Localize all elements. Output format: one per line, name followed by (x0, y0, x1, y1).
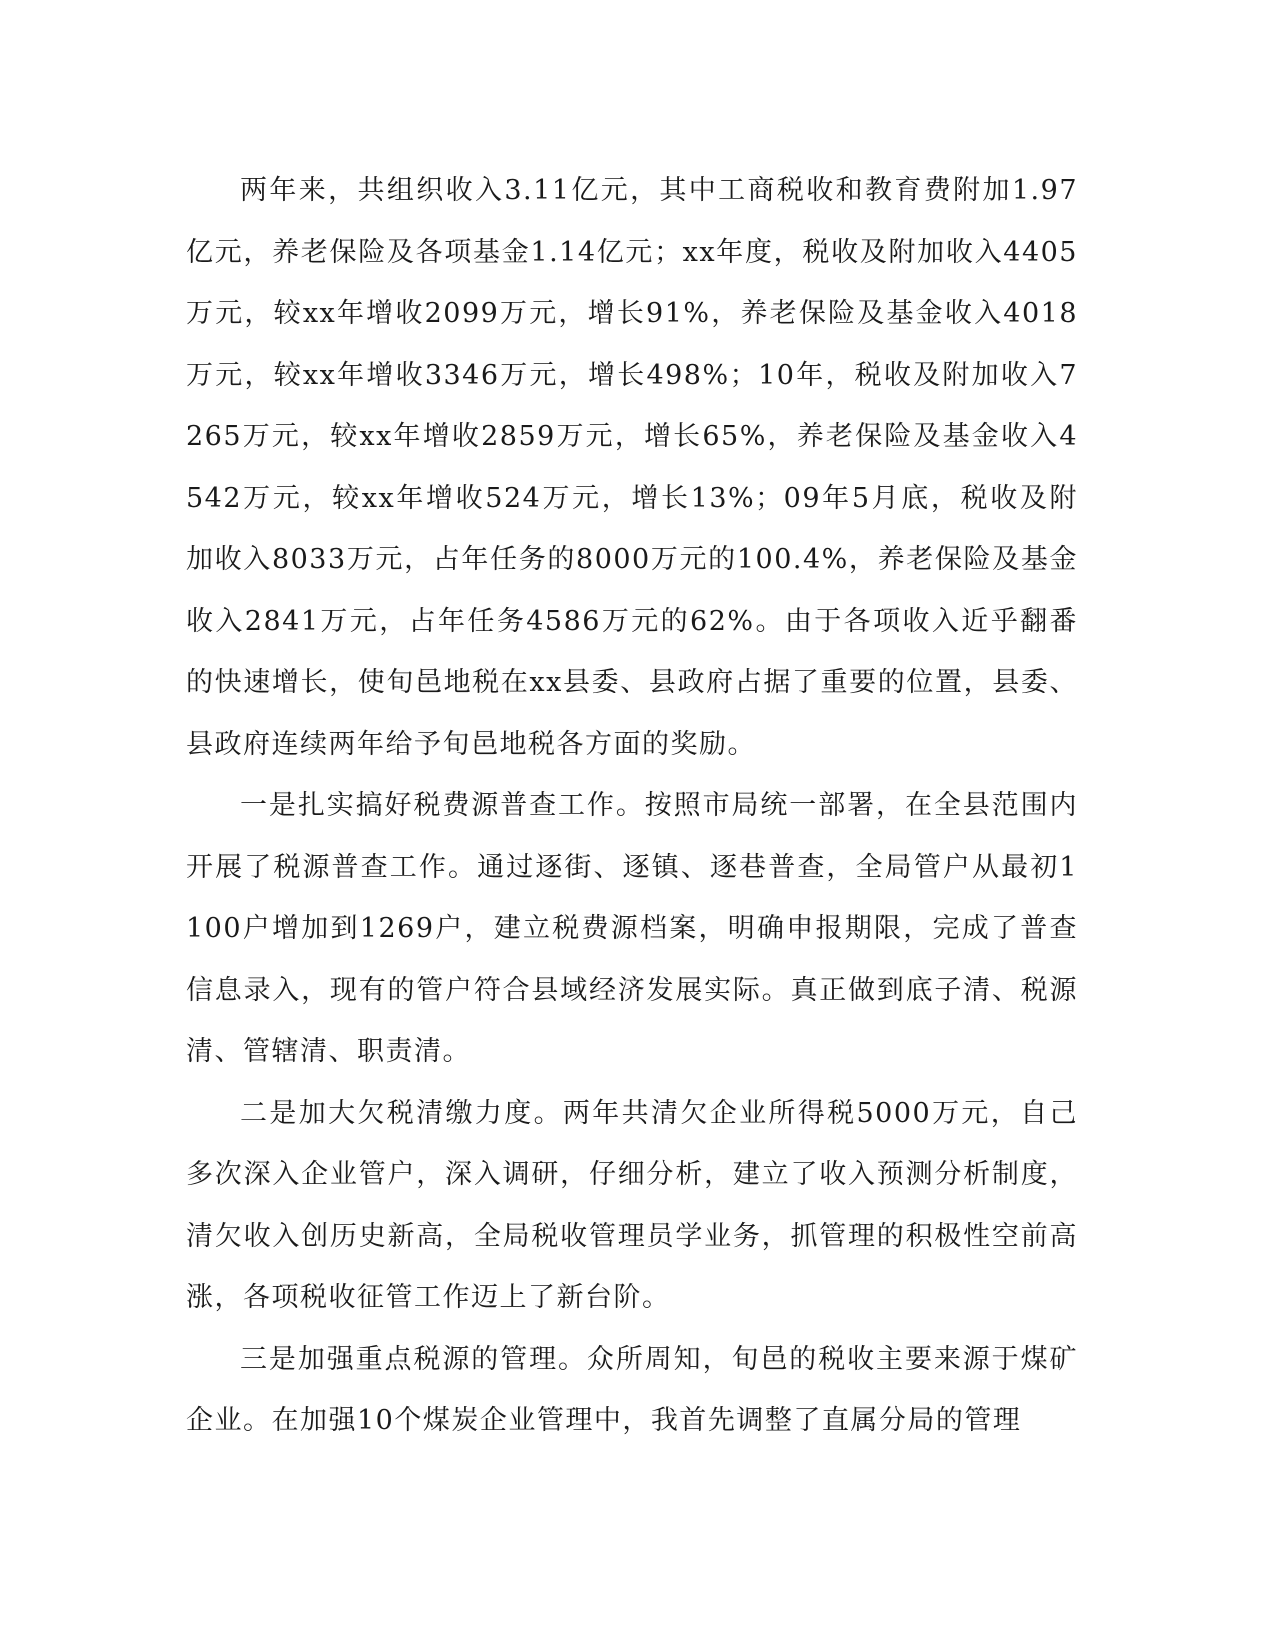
paragraph-key-tax-sources: 三是加强重点税源的管理。众所周知，旬邑的税收主要来源于煤矿企业。在加强10个煤炭企业管理中，我首先调整了直属分局的管理 (186, 1343, 1078, 1436)
paragraph-revenue-summary: 两年来，共组织收入3.11亿元，其中工商税收和教育费附加1.97亿元，养老保险及各项基金1.14亿元；xx年度，税收及附加收入4405万元，较xx年增收2099万元，增长91%，养老保险及基金收入4018万元，较xx年增收3346万元，增长498%；10年，税收及附加收入7265万元，较xx年增收2859万元，增长65%，养老保险及基金收入4542万元，较xx年增收524万元，增长13%；09年5月底，税收及附加收入8033万元，占年任务的8000万元的100.4%，养老保险及基金收入2841万元，占年任务4586万元的62%。由于各项收入近乎翻番的快速增长，使旬邑地税在xx县委、县政府占据了重要的位置，县委、县政府连续两年给予旬邑地税各方面的奖励。 (186, 175, 1078, 760)
paragraph-arrears-collection: 二是加大欠税清缴力度。两年共清欠企业所得税5000万元，自己多次深入企业管户，深入调研，仔细分析，建立了收入预测分析制度，清欠收入创历史新高，全局税收管理员学业务，抓管理的积极性空前高涨，各项税收征管工作迈上了新台阶。 (186, 1097, 1078, 1313)
document-body (186, 160, 1078, 1452)
paragraph-tax-source-survey: 一是扎实搞好税费源普查工作。按照市局统一部署，在全县范围内开展了税源普查工作。通过逐街、逐镇、逐巷普查，全局管户从最初1100户增加到1269户，建立税费源档案，明确申报期限，完成了普查信息录入，现有的管户符合县域经济发展实际。真正做到底子清、税源清、管辖清、职责清。 (186, 790, 1078, 1067)
